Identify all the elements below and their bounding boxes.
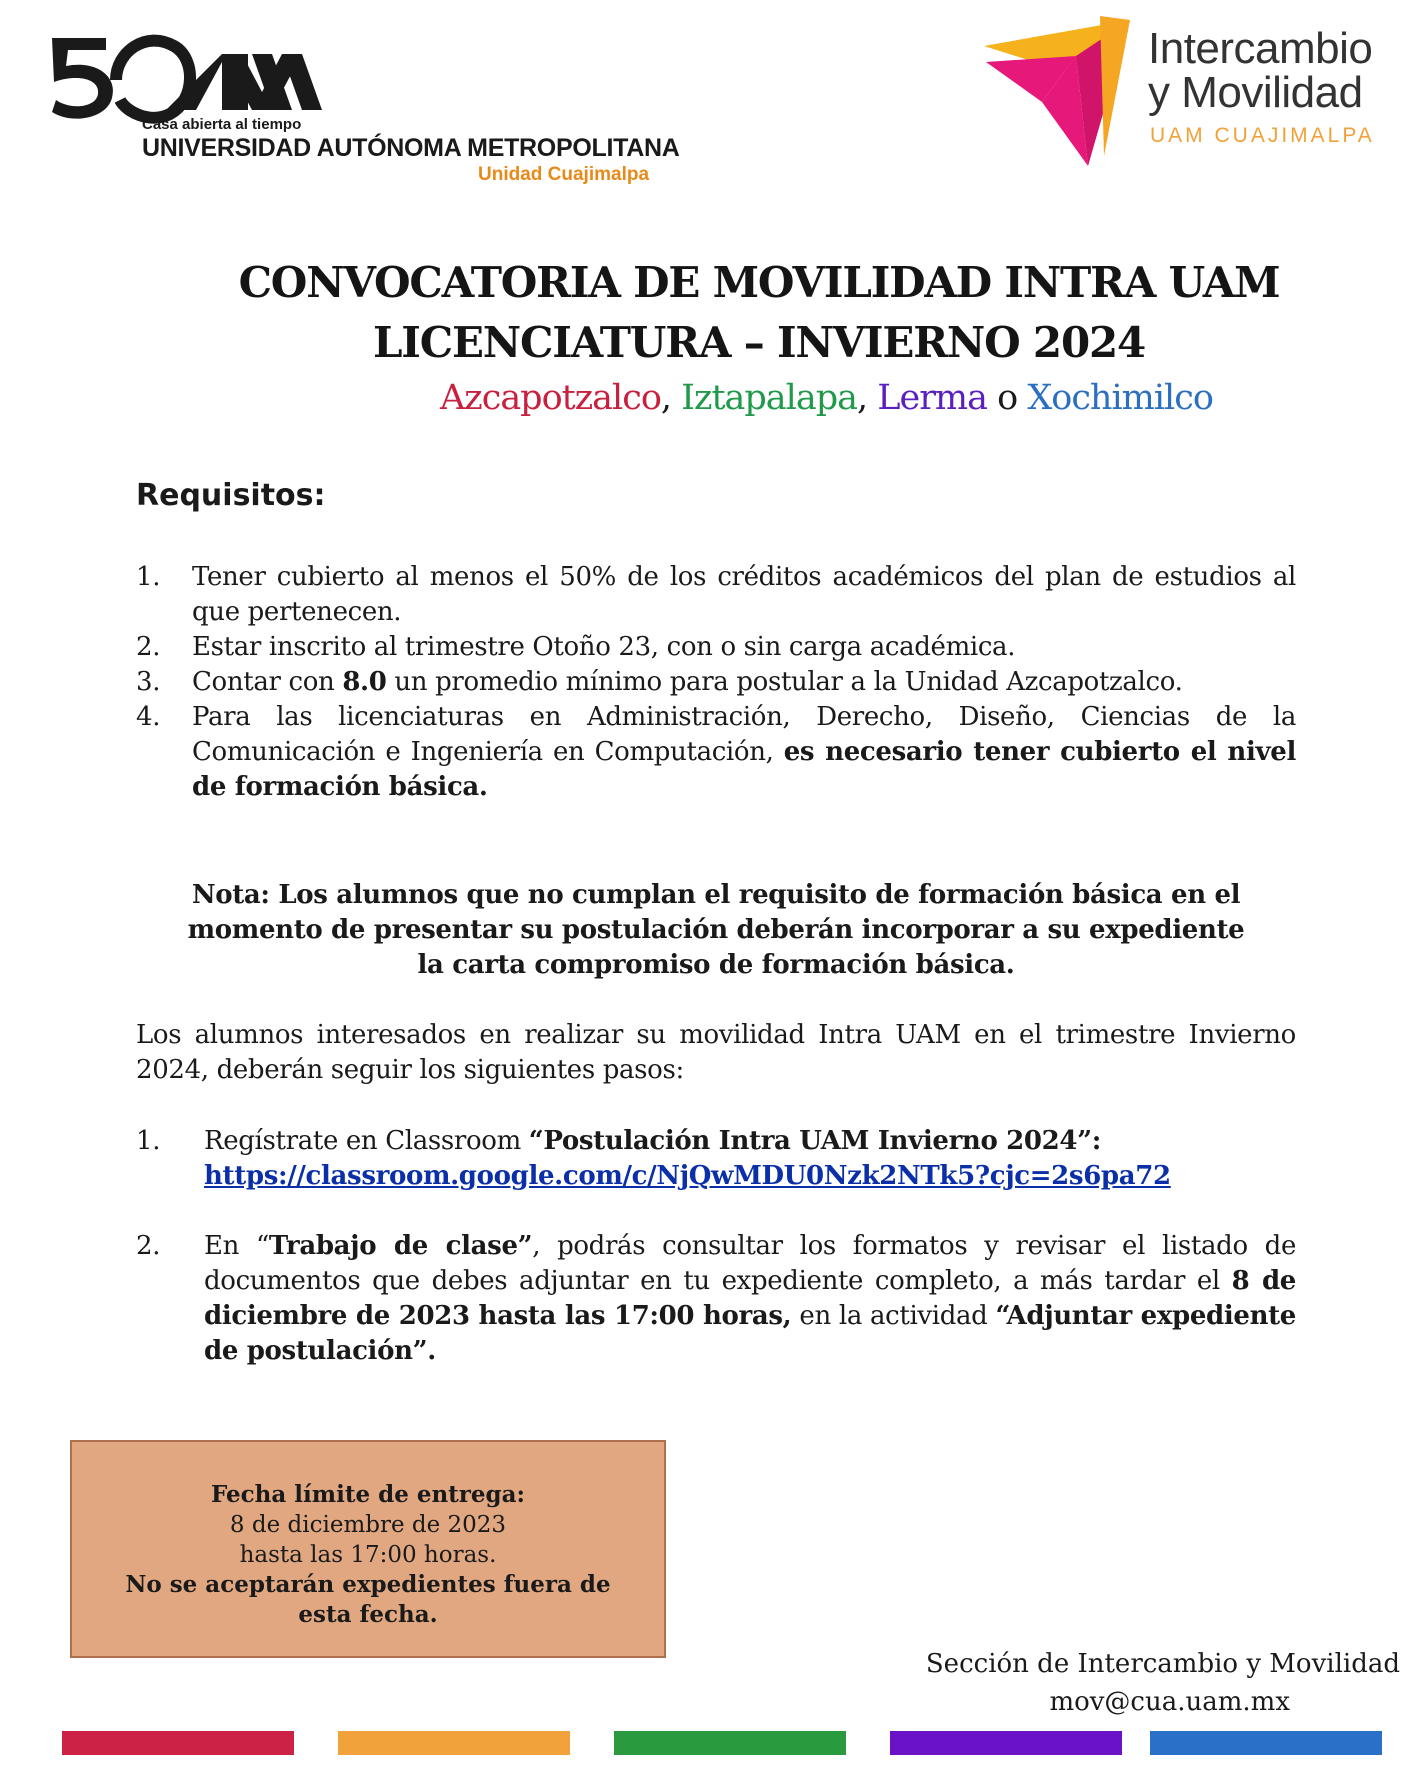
color-bar-blue [1150, 1731, 1382, 1755]
note-line: Nota: Los alumnos que no cumplan el requisito de formación básica en el [191, 880, 1241, 910]
note-line: momento de presentar su postulación deberán incorporar a su expediente [187, 915, 1245, 945]
list-item-bold: “Adjuntar expediente de postulación”. [204, 1301, 1296, 1366]
list-item [136, 560, 1296, 630]
color-bar-green [614, 1731, 846, 1755]
campus-iztapalapa: Iztapalapa [681, 378, 857, 418]
list-item [136, 700, 1296, 805]
uam-university-name: UNIVERSIDAD AUTÓNOMA METROPOLITANA [142, 134, 680, 162]
uam-logo [46, 16, 686, 196]
color-bar-red [62, 1731, 294, 1755]
uam-50-mark-icon [46, 16, 686, 126]
movilidad-logo-line3: UAM CUAJIMALPA [1150, 124, 1375, 147]
campus-separator: , [856, 378, 878, 418]
steps-list [136, 1124, 1296, 1369]
list-item-bold: 8 de diciembre de 2023 hasta las 17:00 horas, [204, 1266, 1297, 1331]
note-block [136, 878, 1296, 983]
list-item-text: , podrás consultar los formatos y revisar el listado de documentos que debes adjuntar en tu expediente completo, a más tardar el [204, 1231, 1296, 1296]
uam-tagline: Casa abierta al tiempo [142, 116, 302, 133]
campus-lerma: Lerma [877, 378, 987, 418]
list-item-text: Regístrate en Classroom [204, 1126, 529, 1156]
list-item-text: Para las licenciaturas en Administración, Derecho, Diseño, Ciencias de la Comunicación e Ingeniería en Computación, [192, 702, 1296, 767]
deadline-box [70, 1440, 666, 1658]
list-item [136, 1229, 1296, 1369]
list-item-text: Tener cubierto al menos el 50% de los créditos académicos del plan de estudios al que pertenecen. [192, 562, 1296, 627]
list-item-bold: 8.0 [342, 667, 387, 697]
footer-section-name: Sección de Intercambio y Movilidad [925, 1649, 1400, 1679]
list-item-text: Contar con [192, 667, 343, 697]
movilidad-logo-line1: Intercambio [1148, 24, 1373, 73]
classroom-link[interactable]: https://classroom.google.com/c/NjQwMDU0Nzk2NTk5?cjc=2s6pa72 [204, 1161, 1171, 1191]
campus-list [440, 378, 1213, 418]
list-item-number: 4. [136, 702, 161, 732]
list-item-number: 1. [136, 1126, 161, 1156]
page-subtitle: LICENCIATURA – INVIERNO 2024 [372, 318, 1146, 367]
list-item-number: 2. [136, 1231, 161, 1261]
page-title: CONVOCATORIA DE MOVILIDAD INTRA UAM [238, 258, 1280, 307]
campus-azcapotzalco: Azcapotzalco [440, 378, 661, 418]
deadline-time: hasta las 17:00 horas. [239, 1542, 497, 1568]
steps-intro: Los alumnos interesados en realizar su movilidad Intra UAM en el trimestre Invierno 2024, deberán seguir los siguientes pasos: [136, 1020, 1296, 1085]
footer-email: mov@cua.uam.mx [1049, 1687, 1290, 1717]
list-item-number: 2. [136, 632, 161, 662]
list-item [136, 665, 1296, 700]
color-bar-orange [338, 1731, 570, 1755]
list-item-number: 3. [136, 667, 161, 697]
note-line: la carta compromiso de formación básica. [417, 950, 1015, 980]
list-item-number: 1. [136, 562, 161, 592]
deadline-label: Fecha límite de entrega: [210, 1481, 526, 1508]
list-item-text: en la actividad [791, 1301, 996, 1331]
list-item-bold: es necesario tener cubierto el nivel de formación básica. [192, 737, 1296, 802]
classroom-name: “Postulación Intra UAM Invierno 2024”: [528, 1126, 1101, 1156]
list-item [136, 630, 1296, 665]
list-item-text: un promedio mínimo para postular a la Unidad Azcapotzalco. [386, 667, 1183, 697]
movilidad-logo-line2: y Movilidad [1148, 68, 1363, 117]
deadline-date: 8 de diciembre de 2023 [229, 1512, 507, 1538]
uam-unit-name: Unidad Cuajimalpa [478, 164, 650, 185]
intercambio-movilidad-logo [980, 6, 1400, 176]
list-item-bold: Trabajo de clase” [268, 1231, 533, 1261]
list-item-text: Estar inscrito al trimestre Otoño 23, con o sin carga académica. [192, 632, 1016, 662]
campus-separator: , [660, 378, 682, 418]
campus-separator: o [987, 378, 1028, 418]
campus-xochimilco: Xochimilco [1027, 378, 1213, 418]
movilidad-arrow-icon [980, 6, 1150, 176]
list-item [136, 1124, 1296, 1194]
color-bar-purple [890, 1731, 1122, 1755]
deadline-warning: No se aceptarán expedientes fuera de esta fecha. [125, 1571, 611, 1628]
list-item-text: En “ [204, 1231, 269, 1261]
requirements-heading: Requisitos: [136, 478, 326, 513]
requirements-list [136, 560, 1296, 805]
